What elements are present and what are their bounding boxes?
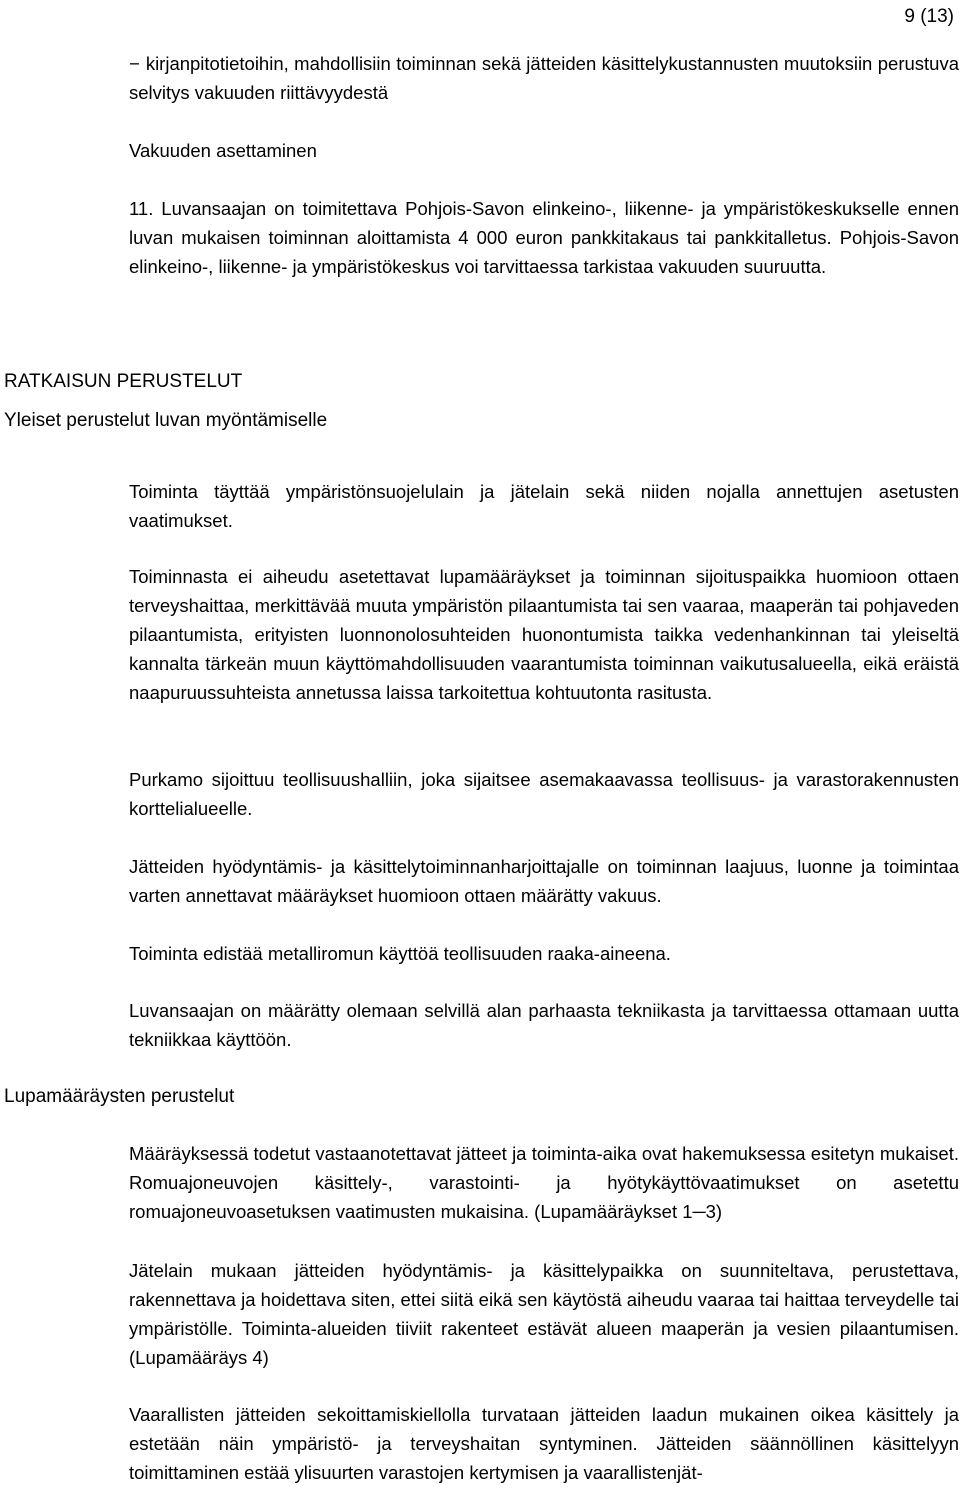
paragraph: Määräyksessä todetut vastaanotettavat jätteet ja toiminta-aika ovat hakemuksessa esitetyn mukaiset. Romuajoneuvojen käsittely-, varastointi- ja hyötykäyttövaatimukset on asetettu romuajoneuvoasetuksen vaatimusten mukaisina. (Lupamääräykset 1─3) — [129, 1143, 959, 1222]
paragraph: Vaarallisten jätteiden sekoittamiskiellolla turvataan jätteiden laadun mukainen oikea käsittely ja estetään näin ympäristö- ja terveyshaitan syntyminen. Jätteiden säännöllinen käsittelyyn toimittaminen estää ylisuurten varastojen kertymisen ja vaarallistenjät- — [129, 1404, 959, 1483]
paragraph-11: 11. Luvansaajan on toimitettava Pohjois-Savon elinkeino-, liikenne- ja ympäristökeskukselle ennen luvan mukaisen toiminnan aloittamista 4 000 euron pankkitakaus tai pankkitalletus. Pohjois-Savon elinkeino-, liikenne- ja ympäristökeskus voi tarvittaessa tarkistaa vakuuden suuruutta. — [129, 198, 959, 277]
section-title-lupamaaraykset: Lupamääräysten perustelut — [4, 1086, 235, 1107]
list-item — [129, 49, 959, 107]
list-dash: − — [129, 53, 140, 74]
paragraph: Toiminta edistää metalliromun käyttöä teollisuuden raaka-aineena. — [129, 943, 671, 964]
list-item-text: kirjanpitotietoihin, mahdollisiin toiminnan sekä jätteiden käsittelykustannusten muutoksiin perustuva selvitys vakuuden riittävyydestä — [129, 53, 959, 103]
paragraph: Jätteiden hyödyntämis- ja käsittelytoiminnanharjoittajalle on toiminnan laajuus, luonne ja toimintaa varten annettavat määräykset huomioon ottaen määrätty vakuus. — [129, 856, 959, 906]
paragraph: Purkamo sijoittuu teollisuushalliin, joka sijaitsee asemakaavassa teollisuus- ja varastorakennusten korttelialueelle. — [129, 769, 959, 819]
paragraph: Jätelain mukaan jätteiden hyödyntämis- ja käsittelypaikka on suunniteltava, perustettava, rakennettava ja hoidettava siten, ettei siitä eikä sen käytöstä aiheudu vaaraa tai haittaa terveydelle tai ympäristölle. Toiminta-alueiden tiiviit rakenteet estävät alueen maaperän ja vesien pilaantumisen. (Lupamääräys 4) — [129, 1260, 959, 1368]
main-heading: RATKAISUN PERUSTELUT — [4, 371, 243, 392]
section-title-vakuus: Vakuuden asettaminen — [129, 140, 317, 161]
paragraph: Toiminnasta ei aiheudu asetettavat lupamääräykset ja toiminnan sijoituspaikka huomioon ottaen terveyshaittaa, merkittävää muuta ympäristön pilaantumista tai sen vaaraa, maaperän tai pohjaveden pilaantumista, erityisten luonnonolosuhteiden huonontumista taikka vedenhankinnan tai yleiseltä kannalta tärkeän muun käyttömahdollisuuden vaarantumista toiminnan vaikutusalueella, eikä eräistä naapuruussuhteista annetussa laissa tarkoitettua kohtuutonta rasitusta. — [129, 566, 959, 703]
paragraph: Luvansaajan on määrätty olemaan selvillä alan parhaasta tekniikasta ja tarvittaessa ottamaan uutta tekniikkaa käyttöön. — [129, 1000, 959, 1050]
section-title-yleiset: Yleiset perustelut luvan myöntämiselle — [4, 410, 328, 431]
paragraph: Toiminta täyttää ympäristönsuojelulain ja jätelain sekä niiden nojalla annettujen asetusten vaatimukset. — [129, 481, 959, 531]
page-number: 9 (13) — [904, 6, 954, 27]
